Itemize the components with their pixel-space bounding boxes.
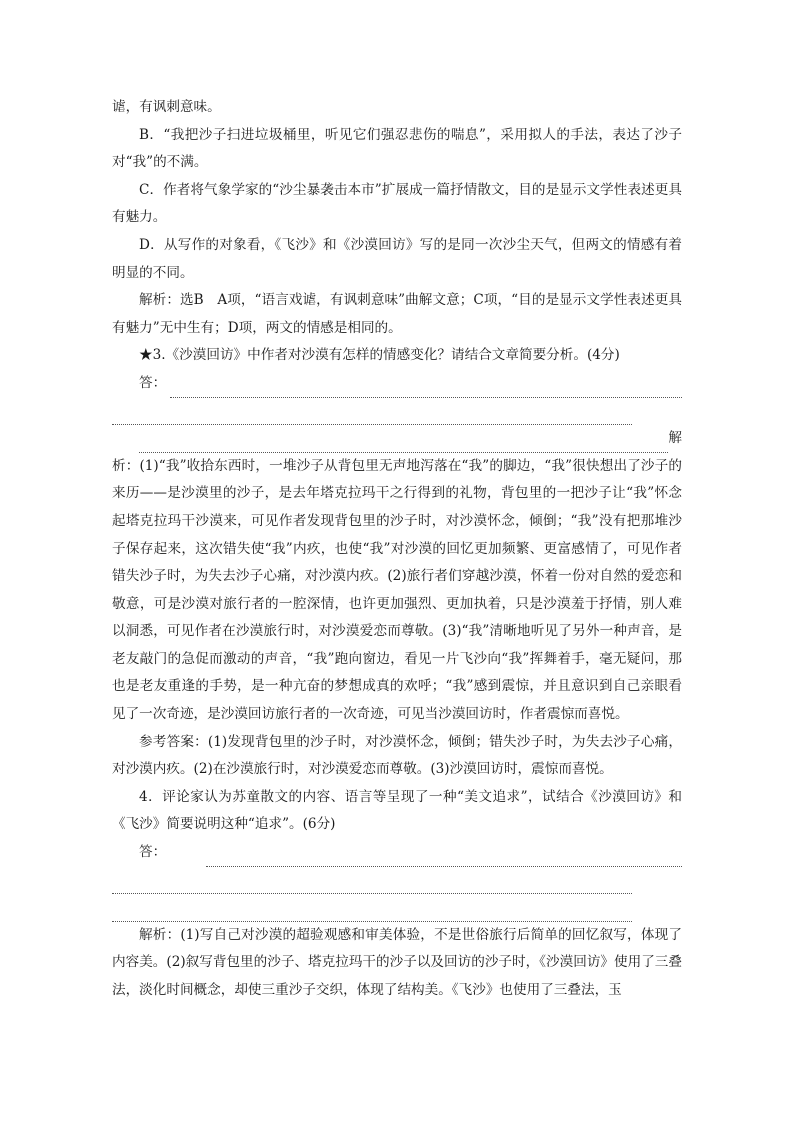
answer-blank[interactable] <box>112 409 632 425</box>
answer-blank[interactable] <box>112 906 632 922</box>
question-4: 4．评论家认为苏童散文的内容、语言等呈现了一种“美文追求”，试结合《沙漠回访》和《飞沙》简要说明这种“追求”。(6分) <box>112 788 682 833</box>
analysis-q3: 析：(1)“我”收拾东西时，一堆沙子从背包里无声地泻落在“我”的脚边，“我”很快想出了沙子的来历——是沙漠里的沙子，是去年塔克拉玛干之行得到的礼物，背包里的一把沙子让“我”怀念起塔克拉玛干沙漠来，可见作者发现背包里的沙子时，对沙漠怀念，倾倒；“我”没有把那堆沙子保存起来，这次错失使“我”内疚，也使“我”对沙漠的回忆更加频繁、更富感情了，可见作者错失沙子时，为失去沙子心痛，对沙漠内疚。(2)旅行者们穿越沙漠，怀着一份对自然的爱恋和敬意，可是沙漠对旅行者的一腔深情，也许更加强烈、更加执着，只是沙漠羞于抒情，别人难以洞悉，可见作者在沙漠旅行时，对沙漠爱恋而尊敬。(3)“我”清晰地听见了另外一种声音，是老友敲门的急促而激动的声音，“我”跑向窗边，看见一片飞沙向“我”挥舞着手，毫无疑问，那也是老友重逢的手势，是一种亢奋的梦想成真的欢呼；“我”感到震惊，并且意识到自己亲眼看见了一次奇迹，是沙漠回访旅行者的一次奇迹，可见当沙漠回访时，作者震惊而喜悦。 <box>112 457 682 723</box>
answer-blank[interactable] <box>206 851 682 867</box>
answer-line-q4-3 <box>112 894 682 922</box>
analysis-start-char: 解 <box>668 430 682 447</box>
answer-label: 答： <box>139 374 167 391</box>
answer-line-q4-1 <box>112 839 682 867</box>
reference-answer-q3: 参考答案：(1)发现背包里的沙子时，对沙漠怀念，倾倒；错失沙子时，为失去沙子心痛，对沙漠内疚。(2)在沙漠旅行时，对沙漠爱恋而尊敬。(3)沙漠回访时，震惊而喜悦。 <box>112 733 682 778</box>
answer-line-q3-2 <box>112 398 682 426</box>
answer-line-q3-3 <box>112 425 682 453</box>
answer-blank[interactable] <box>170 382 682 398</box>
option-b: B．“我把沙子扫进垃圾桶里，听见它们强忍悲伤的喘息”，采用拟人的手法，表达了沙子对“我”的不满。 <box>112 126 682 171</box>
answer-line-q3-1 <box>112 370 682 398</box>
analysis-q4: 解析：(1)写自己对沙漠的超验观感和审美体验，不是世俗旅行后简单的回忆叙写，体现了内容美。(2)叙写背包里的沙子、塔克拉玛干的沙子以及回访的沙子时，《沙漠回访》使用了三叠法，淡化时间概念，却使三重沙子交织，体现了结构美。《飞沙》也使用了三叠法，玉 <box>112 926 682 998</box>
document-body <box>112 94 682 1005</box>
answer-blank[interactable] <box>139 437 668 453</box>
option-c: C．作者将气象学家的“沙尘暴袭击本市”扩展成一篇抒情散文，目的是显示文学性表述更具有魅力。 <box>112 181 682 226</box>
paragraph-continuation: 谑，有讽刺意味。 <box>112 99 221 115</box>
option-d: D．从写作的对象看，《飞沙》和《沙漠回访》写的是同一次沙尘天气，但两文的情感有着明显的不同。 <box>112 236 682 281</box>
analysis-q2: 解析：选B A项，“语言戏谑，有讽刺意味”曲解文意；C项，“目的是显示文学性表述更具有魅力”无中生有；D项，两文的情感是相同的。 <box>112 292 682 336</box>
answer-line-q4-2 <box>112 867 682 895</box>
question-3: ★3.《沙漠回访》中作者对沙漠有怎样的情感变化？请结合文章简要分析。(4分) <box>139 347 620 364</box>
answer-label: 答： <box>139 844 167 861</box>
answer-blank[interactable] <box>112 878 632 894</box>
